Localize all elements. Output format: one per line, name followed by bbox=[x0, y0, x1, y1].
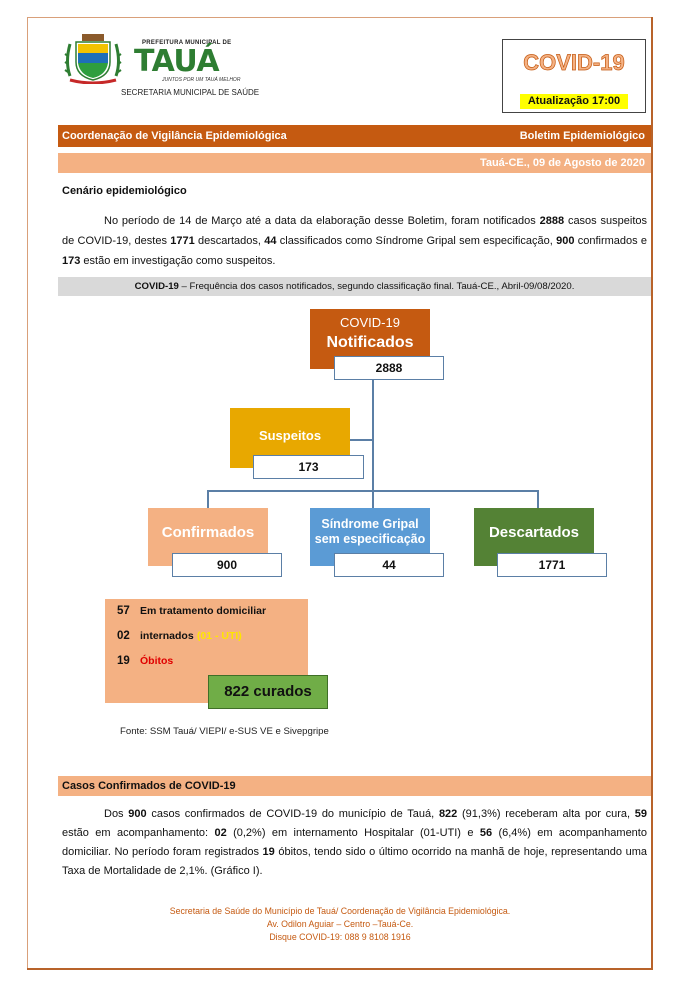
sindrome-gripal-value: 44 bbox=[334, 553, 444, 577]
confirmados-label: Confirmados bbox=[161, 524, 255, 541]
prefeitura-label: PREFEITURA MUNICIPAL DE bbox=[142, 40, 232, 46]
covid-badge bbox=[502, 39, 646, 113]
scenario-paragraph: No período de 14 de Março até a data da elaboração desse Boletim, foram notificados 2888 casos suspeitos de COVID-19, destes 1771 descartados, 44 classificados como Síndrome Gripal sem especificação, 900 confirmados e 173 estão em investigação como suspeitos. bbox=[62, 215, 648, 267]
confirmed-paragraph: Dos 900 casos confirmados de COVID-19 do município de Tauá, 822 (91,3%) receberam alta por cura, 59 estão em acompanhamento: 02 (0,2%) em internamento Hospitalar (01-UTI) e 56 (6,4%) em acompanhamento domiciliar. No período foram registrados 19 óbitos, tendo sido o último ocorrido na manhã de hoje, representando uma Taxa de Mortalidade de 2,1%. (Gráfico I). bbox=[62, 808, 647, 877]
figure-caption: COVID-19 – Frequência dos casos notificados, segundo classificação final. Tauá-CE., Abril-09/08/2020. bbox=[58, 277, 651, 296]
coat-of-arms-icon bbox=[64, 32, 122, 84]
secretaria-label: SECRETARIA MUNICIPAL DE SAÚDE bbox=[121, 88, 260, 97]
bulletin-label: Boletim Epidemiológico bbox=[519, 130, 645, 142]
connector-line bbox=[372, 490, 374, 508]
page-frame-left bbox=[27, 17, 28, 968]
descartados-label: Descartados bbox=[488, 524, 580, 541]
deaths-row: 19 Óbitos bbox=[117, 655, 174, 667]
notificados-value: 2888 bbox=[334, 356, 444, 380]
scenario-title: Cenário epidemiológico bbox=[62, 185, 187, 197]
header-bar bbox=[58, 125, 651, 147]
connector-line bbox=[207, 490, 209, 508]
covid-badge-title: COVID-19 bbox=[523, 50, 625, 75]
connector-line bbox=[537, 490, 539, 508]
tagline: JUNTOS POR UM TAUÁ MELHOR bbox=[162, 77, 241, 83]
footer-line-3: Disque COVID-19: 088 9 8108 1916 bbox=[269, 932, 411, 942]
footer-line-1: Secretaria de Saúde do Município de Tauá/ Coordenação de Vigilância Epidemiológica. bbox=[169, 906, 511, 916]
coordination-label: Coordenação de Vigilância Epidemiológica bbox=[62, 130, 287, 142]
page-frame-top bbox=[27, 17, 651, 18]
source-note: Fonte: SSM Tauá/ VIEPI/ e-SUS VE e Sivepgripe bbox=[120, 726, 329, 737]
notificados-subtitle: COVID-19 bbox=[340, 315, 400, 330]
descartados-value: 1771 bbox=[497, 553, 607, 577]
notificados-label: Notificados bbox=[326, 334, 414, 351]
recovered-badge: 822 curados bbox=[208, 675, 328, 709]
hospitalized-row: 02 internados (01 - UTI) bbox=[117, 630, 242, 642]
confirmed-section-bar bbox=[58, 776, 651, 796]
confirmed-section-title: Casos Confirmados de COVID-19 bbox=[62, 780, 236, 792]
home-treatment-row: 57 Em tratamento domiciliar bbox=[117, 605, 267, 617]
update-time: Atualização 17:00 bbox=[520, 94, 628, 109]
city-name: TAUÁ bbox=[134, 44, 220, 79]
report-date: Tauá-CE., 09 de Agosto de 2020 bbox=[479, 157, 645, 169]
sindrome-label-1: Síndrome Gripal bbox=[321, 517, 419, 531]
suspeitos-label: Suspeitos bbox=[258, 428, 322, 443]
connector-line bbox=[372, 378, 374, 492]
sindrome-label-2: sem especificação bbox=[314, 532, 426, 546]
date-bar bbox=[58, 153, 651, 173]
connector-line bbox=[350, 439, 372, 441]
confirmados-value: 900 bbox=[172, 553, 282, 577]
suspeitos-value: 173 bbox=[253, 455, 364, 479]
footer-line-2: Av. Odilon Aguiar – Centro –Tauá-Ce. bbox=[266, 919, 414, 929]
